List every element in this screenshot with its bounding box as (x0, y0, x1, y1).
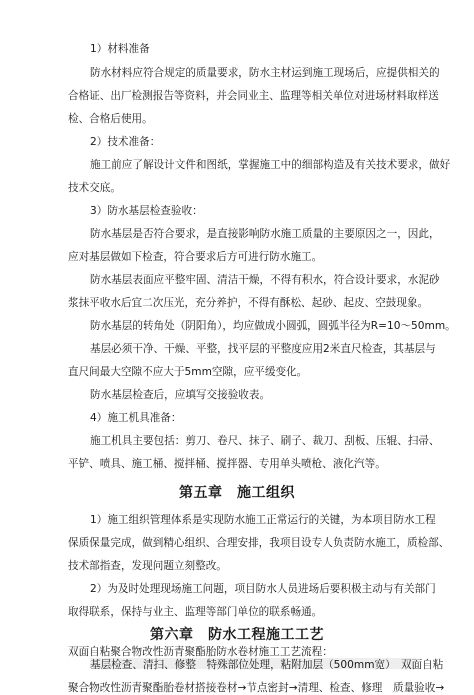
paragraph-line: 防水基层是否符合要求，是直接影响防水施工质量的主要原因之一，因此， (90, 228, 440, 240)
paragraph-line: 平铲、喷具、施工桶、搅拌桶、搅拌器、专用单头喷枪、液化汽等。 (68, 458, 386, 470)
paragraph-line: 防水基层的转角处（阴阳角），均应做成小圆弧，圆弧半径为R=10～50mm。 (90, 320, 456, 332)
paragraph-line: 防水材料应符合规定的质量要求，防水主材运到施工现场后，应提供相关的 (90, 67, 440, 79)
paragraph-line: 浆抹平收水后宜二次压光，充分养护，不得有酥松、起砂、起皮、空鼓现象。 (68, 297, 429, 309)
paragraph-line: 检、合格后使用。 (68, 113, 153, 125)
paragraph-line: 2）为及时处理现场施工问题，项目防水人员进场后要积极主动与有关部门 (90, 583, 436, 595)
paragraph-line: 保质保量完成，做到精心组织、合理安排，我项目设专人负责防水施工，质检部、 (68, 537, 450, 549)
section-heading-material: 1）材料准备 (90, 43, 150, 55)
paragraph-line: 应对基层做如下检查，符合要求后方可进行防水施工。 (68, 251, 323, 263)
section-heading-tools: 4）施工机具准备： (90, 412, 182, 424)
paragraph-line: 基层必须干净、干燥、平整，找平层的平整度应用2米直尺检查，其基层与 (90, 343, 436, 355)
paragraph-line: 防水基层检查后，应填写交接验收表。 (90, 389, 271, 401)
paragraph-line: 基层检查、清扫、修整 特殊部位处理，粘附加层（500mm宽） 双面自粘 (90, 659, 444, 671)
paragraph-line: 施工前应了解设计文件和图纸，掌握施工中的细部构造及有关技术要求，做好 (90, 159, 451, 171)
paragraph-line: 直尺间最大空隙不应大于5mm空隙，应平缓变化。 (68, 366, 308, 378)
section-heading-technical: 2）技术准备： (90, 136, 161, 148)
paragraph-line: 防水基层表面应平整牢固、清洁干燥，不得有积水，符合设计要求，水泥砂 (90, 274, 440, 286)
paragraph-line: 取得联系，保持与业主、监理等部门单位的联系畅通。 (68, 606, 323, 618)
paragraph-line: 合格证、出厂检测报告等资料，并会同业主、监理等相关单位对进场材料取样送 (68, 90, 439, 102)
paragraph-line: 聚合物改性沥青聚酯胎卷材搭接卷材→节点密封→清理、检查、修理 质量验收→ (68, 682, 445, 694)
paragraph-line: 技术部指查，发现问题立刻整改。 (68, 560, 227, 572)
paragraph-line: 双面自粘聚合物改性沥青聚酯胎防水卷材施工工艺流程： (68, 646, 333, 658)
chapter-6-title: 第六章 防水工程施工工艺 (150, 627, 324, 643)
chapter-5-title: 第五章 施工组织 (179, 485, 295, 501)
section-heading-inspection: 3）防水基层检查验收： (90, 205, 203, 217)
paragraph-line: 技术交底。 (68, 182, 121, 194)
paragraph-line: 施工机具主要包括：剪刀、卷尺、抹子、刷子、裁刀、刮板、压辊、扫帚、 (90, 435, 440, 447)
paragraph-line: 1）施工组织管理体系是实现防水施工正常运行的关键，为本项目防水工程 (90, 514, 436, 526)
